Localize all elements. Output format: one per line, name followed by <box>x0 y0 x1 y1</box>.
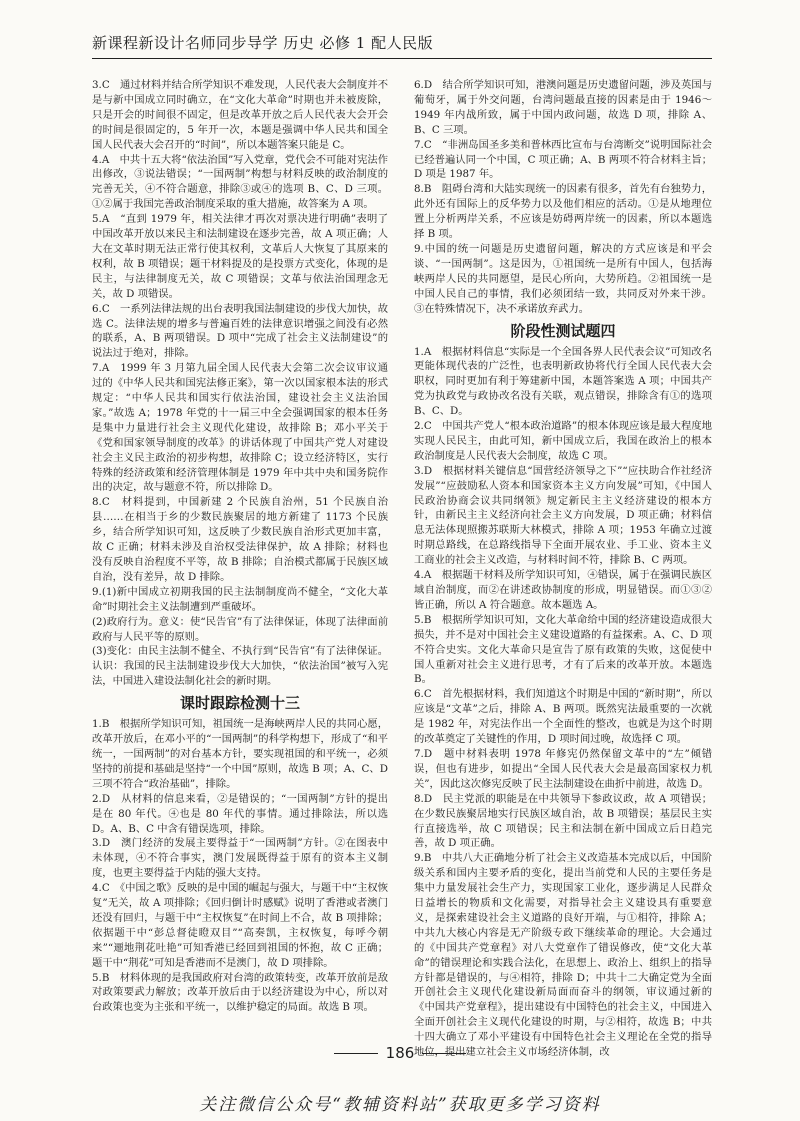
answer-item: 6.D 结合所学知识可知，港澳问题是历史遗留问题，涉及英国与葡萄牙，属于外交问题，台湾问题最直接的因素是由于 1946～1949 年内战所致，属于中国内政问题，故选 D 项，排除 A、B、C 三项。 <box>414 79 712 136</box>
page-number-block <box>0 1044 800 1062</box>
answer-item: 1.B 根据所学知识可知，祖国统一是海峡两岸人民的共同心愿，改革开放后，在邓小平的“一国两制”的科学构想下，形成了“和平统一，一国两制”的对台基本方针，要实现祖国的和平统一，必须坚持的前提和基础是坚持“一个中国”原则，故选 B 项；A、C、D 三项不符合“政治基础”，排除。 <box>92 718 388 790</box>
answer-item: 5.B 根据所学知识可知，文化大革命给中国的经济建设造成很大损失，并不是对中国社会主义建设道路的有益探索。A、C、D 项不符合史实。文化大革命只是宣告了原有政策的失败，这促使中国人重新对社会主义进行思考，才有了后来的改革开放。本题选 B。 <box>414 613 712 686</box>
right-column <box>414 78 712 1059</box>
footer-note: 关注微信公众号“教辅资料站”获取更多学习资料 <box>199 1095 601 1115</box>
page-number: 186 <box>385 1044 415 1062</box>
answer-item: 2.C 中国共产党人“根本政治道路”的根本体现应该是最大程度地实现人民民主，由此可知，新中国成立后，我国在政治上的根本政治制度是人民代表大会制度，故选 C 项。 <box>414 420 712 462</box>
section-title: 课时跟踪检测十三 <box>179 694 300 713</box>
answer-item: 4.A 根据题干材料及所学知识可知，④错误，属于在强调民族区域自治制度，而②在讲述政协制度的形成，明显错误。而①③②皆正确，所以 A 符合题意。故本题选 A。 <box>414 569 712 611</box>
answer-list-top <box>414 78 712 317</box>
running-header: 新课程新设计名师同步导学 历史 必修 1 配人民版 <box>92 34 434 52</box>
answer-item: 3.D 根据材料关键信息“国营经济领导之下”“应扶助合作社经济发展”“应鼓励私人资本和国家资本主义方向发展”可知，《中国人民政治协商会议共同纲领》规定新民主主义经济建设的根本方针，由新民主主义经济向社会主义方向发展，D 项正确；材料信息无法体现照搬苏联斯大林模式，排除 A 项；1953 年确立过渡时期总路线，在总路线指导下全面开展农业、手工业、资本主义工商业的社会主义改造，与材料时间不符，排除 B、C 两项。 <box>414 464 712 567</box>
answer-item: 8.C 材料提到，中国新建 2 个民族自治州，51 个民族自治县……在相当于乡的少数民族聚居的地方新建了 1173 个民族乡，结合所学知识可知，这反映了少数民族自治形式更加丰富，故 C 正确；材料未涉及自治权受法律保护，故 A 排除；材料也没有反映自治程度不平等，故 B 排除；自治模式都属于民族区域自治，没有差异，故 D 排除。 <box>92 496 388 583</box>
answer-item: 2.D 从材料的信息来看，②是错误的；“一国两制”方针的提出是在 80 年代。④也是 80 年代的事情。通过排除法，所以选 D。A、B、C 中含有错误选项，排除。 <box>92 792 388 835</box>
answer-item: 9.中国的统一问题是历史遗留问题，解决的方式应该是和平会谈、“一国两制”。这是因为，①祖国统一是所有中国人，包括海峡两岸人民的共同愿望，是民心所向，大势所趋。②祖国统一是中国人民自己的事情，我们必须团结一致，共同反对外来干涉。③在特殊情况下，决不承诺放弃武力。 <box>414 242 712 315</box>
page-number-dash <box>422 1053 466 1054</box>
answer-item: (3)变化：由民主法制不健全、不执行到“民告官”有了法律保证。认识：我国的民主法制建设步伐大大加快，“依法治国”被写入宪法，中国进入建设法制化社会的新时期。 <box>92 645 388 688</box>
answer-item: 6.C 首先根据材料，我们知道这个时期是中国的“新时期”，所以应该是“文革”之后，排除 A、B 两项。既然宪法最重要的一次就是 1982 年，对宪法作出一个全面性的整改，也就是为这个时期的改革奠定了关键性的作用，D 项时间过晚，故选择 C 项。 <box>414 688 712 746</box>
answer-item: 4.A 中共十五大将“依法治国”写入党章，党代会不可能对宪法作出修改，③说法错误；“一国两制”构想与材料反映的政治制度的完善无关，④不符合题意，排除③或④的选项 B、C、D 三项。①②属于我国完善政治制度采取的重大措施，故答案为 A 项。 <box>92 153 388 211</box>
answer-list-top <box>92 78 388 689</box>
answer-list-bottom <box>92 717 388 1015</box>
answer-item: 8.D 民主党派的职能是在中共领导下参政议政，故 A 项错误；在少数民族聚居地实行民族区域自治，故 B 项错误；基层民主实行直接选举，故 C 项错误；民主和法制在新中国成立后日趋完善，故 D 项正确。 <box>414 792 712 850</box>
answer-list-bottom <box>414 345 712 1061</box>
section-title: 阶段性测试题四 <box>510 321 616 340</box>
answer-item: 9.B 中共八大正确地分析了社会主义改造基本完成以后，中国阶级关系和国内主要矛盾的变化，提出当前党和人民的主要任务是集中力量发展社会生产力，实现国家工业化，逐步满足人民群众日益增长的物质和文化需要，对指导社会主义建设具有重要意义，是探索建设社会主义道路的良好开端，与①相符，排除 A；中共九大核心内容是无产阶级专政下继续革命的理论。大会通过的《中国共产党章程》对八大党章作了错误修改，使“文化大革命”的错误理论和实践合法化，在思想上、政治上、组织上的指导方针都是错误的，与④相符，排除 D；中共十二大确定党为全面开创社会主义现代化建设新局面而奋斗的纲领，审议通过新的《中国共产党章程》，提出建设有中国特色的社会主义，中国进入全面开创社会主义现代化建设的时期，与②相符，故选 B；中共十四大确立了邓小平建设有中国特色社会主义理论在全党的指导地位，提出建立社会主义市场经济体制，改 <box>414 852 712 1059</box>
answer-item: 7.D 题中材料表明 1978 年修宪仍然保留文革中的“左”倾错误，但也有进步，如提出“全国人民代表大会是最高国家权力机关”，因此这次修宪反映了民主法制建设在曲折中前进，故选 D。 <box>414 747 712 790</box>
answer-item: 5.B 材料体现的是我国政府对台湾的政策转变，改革开放前是敌对政策要武力解放；改革开放后由于以经济建设为中心，所以对台政策也变为主张和平统一，以维护稳定的局面。故选 B 项。 <box>92 971 388 1014</box>
left-column <box>92 78 388 1033</box>
answer-item: 8.B 阻碍台湾和大陆实现统一的因素有很多，首先有台独势力，此外还有国际上的反华势力以及他们相应的活动。①是从地理位置上分析两岸关系，不应该是妨碍两岸统一的因素，所以本题选择 B 项。 <box>414 183 712 241</box>
answer-item: 3.D 澳门经济的发展主要得益于“一国两制”方针。②在图表中未体现，④不符合事实，澳门发展既得益于原有的资本主义制度，也更主要得益于内陆的强大支持。 <box>92 837 388 880</box>
answer-item: 6.C 一系列法律法规的出台表明我国法制建设的步伐大加快，故选 C。法律法规的增多与普遍百姓的法律意识增强之间没有必然的联系，A、B 两项错误。D 项中“完成了社会主义法制建设”的说法过于绝对，排除。 <box>92 302 388 360</box>
answer-item: 4.C 《中国之歌》反映的是中国的崛起与强大，与题干中“主权恢复”无关，故 A 项排除；《回归倒计时感赋》说明了香港或者澳门还没有回归，与题干中“主权恢复”在时间上不合，故 B 项排除；依据题干中“彭总督徒瞪双目”“高奏凯，主权恢复，每呼今朝来”“逦地荆花吐艳”可知香港已经回到祖国的怀抱，故 C 正确；题干中“荆花”可知是香港而不是澳门，故 D 项排除。 <box>92 882 388 969</box>
answer-item: 7.C “非洲岛国圣多美和普林西比宣布与台湾断交”说明国际社会已经普遍认同一个中国，C 项正确；A、B 两项不符合材料主旨；D 项是 1987 年。 <box>414 138 712 181</box>
answer-item: (2)政府行为。意义：使“民告官”有了法律保证，体现了法律面前政府与人民平等的原则。 <box>92 615 388 643</box>
answer-item: 9.(1)新中国成立初期我国的民主法制制度尚不健全，“文化大革命”时期社会主义法制遭到严重破坏。 <box>92 585 388 613</box>
answer-item: 5.A “直到 1979 年，相关法律才再次对票决进行明确”表明了中国改革开放以来民主和法制建设在逐步完善，故 A 项正确；人大在文革时期无法正常行使其权利，文革后人大恢复了其原来的权利，故 B 项错误；题干材料提及的是投票方式变化，体现的是民主，与法律制度无关，故 C 项错误；文革与依法治国理念无关，故 D 项错误。 <box>92 213 388 300</box>
answer-item: 1.A 根据材料信息“实际是一个全国各界人民代表会议”可知改名更能体现代表的广泛性，也表明新政协将代行全国人民代表大会职权，同时更加有利于筹建新中国，本题答案选 A 项；中国共产党为执政党与政协改名没有关联，观点错误，排除含有①的选项 B、C、D。 <box>414 345 712 418</box>
page-number-dash <box>334 1053 378 1054</box>
answer-item: 7.A 1999 年 3 月第九届全国人民代表大会第二次会议审议通过的《中华人民共和国宪法修正案》，第一次以国家根本法的形式规定：“中华人民共和国实行依法治国，建设社会主义法治国家。”故选 A；1978 年党的十一届三中全会强调国家的根本任务是集中力量进行社会主义现代化建设，故排除 B；邓小平关于《党和国家领导制度的改革》的讲话体现了中国共产党人对建设社会主义民主政治的初步构想，故排除 C；设立经济特区，实行特殊的经济政策和经济管理体制是 1979 年中共中央和国务院作出的决定，故与题意不符，所以排除 D。 <box>92 362 388 494</box>
header-rule <box>92 58 712 59</box>
answer-item: 3.C 通过材料并结合所学知识不难发现，人民代表大会制度并不是与新中国成立同时确立，在“文化大革命”时期也并未被废除，只是开会的时间很不固定，但是改革开放之后人民代表大会开会的时间是很固定的，5 年开一次，本题是强调中华人民共和国全国人民代表大会召开的“时间”，所以本题答案只能是 C。 <box>92 79 388 151</box>
